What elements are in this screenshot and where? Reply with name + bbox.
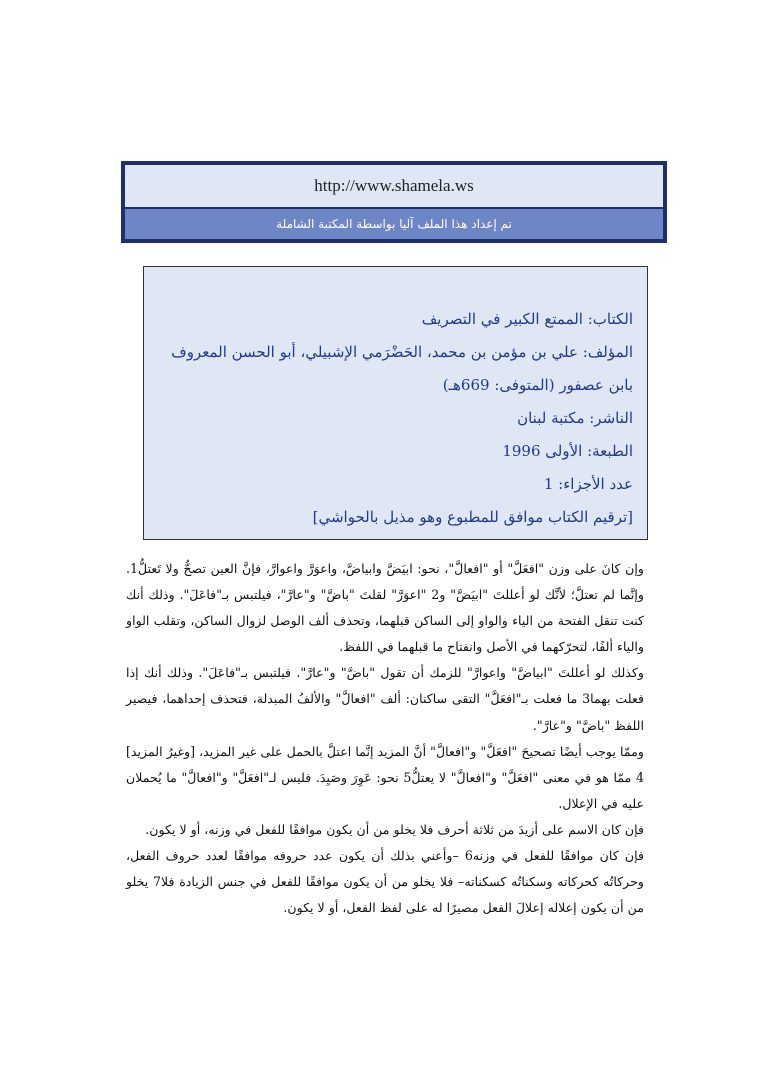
book-author-line: المؤلف: علي بن مؤمن بن محمد، الحَضْرَمي الإشبيلي، أبو الحسن المعروف بابن عصفور (المتوفى: 669هـ) — [171, 343, 633, 394]
book-note-line: [ترقيم الكتاب موافق للمطبوع وهو مذيل بالحواشي] — [312, 508, 633, 526]
body-paragraph: فإن كان موافقًا للفعل في وزنه6 –وأعني بذلك أن يكون عدد حروفه موافقًا لعدد حروف الفعل، وحركاتُه كحركاته وسكناتُه كسكناته– فلا يخلو من أن يكون موافقًا للفعل في جنس الزيادة فلا7 يخلو من أن يكون إعلاله إعلالَ الفعل مصيرًا له على لفظ الفعل، أو لا يكون. — [126, 848, 645, 916]
book-volumes-line: عدد الأجزاء: 1 — [543, 475, 633, 493]
shamela-banner — [121, 161, 667, 243]
book-info-box — [143, 266, 648, 540]
body-paragraph: فإن كان الاسم على أزيدَ من ثلاثة أحرف فلا يخلو من أن يكون موافقًا للفعل في وزنه، أو لا يكون. — [145, 821, 644, 837]
body-paragraph: وممّا يوجب أيضًا تصحيحَ "افعَلَّ" و"افعالَّ" أنَّ المزيد إنَّما اعتلَّ بالحمل على غير المزيد، [وغيرُ المزيد] 4 ممّا هو في معنى "افعَلَّ" و"افعالَّ" لا يعتلُّ5 نحو: عَوِرَ وصَيِدَ. فليس لـ"افعَلَّ" و"افعالَّ" ما يُحملان عليه في الإعلال. — [126, 743, 644, 811]
body-paragraph: وكذلك لو أعللتَ "ابياضَّ" واعوارَّ" للزمك أن تقول "باضَّ" و"عارَّ". فيلتبس بـ"فاعَلَ". وذلك أنك إذا فعلت بهما3 ما فعلت بـ"افعَلَّ" التقى ساكنان: ألف "افعالَّ" والألفُ المبدلة، فتحذف إحداهما، فيصير اللفظ "باضَّ" و"عارَّ". — [126, 665, 644, 733]
banner-caption: تم إعداد هذا الملف آليا بواسطة المكتبة الشاملة — [125, 209, 663, 239]
banner-url[interactable]: http://www.shamela.ws — [125, 165, 663, 207]
body-paragraph: وإن كانَ على وزن "افعَلَّ" أو "افعالَّ"، نحو: ابيَضَّ وابياضَّ، واعوَرَّ واعوارَّ، فإنَّ العين تصحُّ ولا تَعتلُّ1. وإنَّما لم تعتلَّ؛ لأنَّك لو أعللتَ "ابيَضَّ" و2 "اعوَرَّ" لقلتَ "باضَّ" و"عارَّ"، فيلتبس بـ"فاعَلَ". وذلك أنك كنت تنقل الفتحة من الياء والواو إلى الساكن قبلهما، وتحذف ألف الوصل لزوال الساكن، وتقلب الواو والياء ألفًا، لتحرّكهما في الأصل وانفتاح ما قبلهما في اللفظ. — [126, 561, 644, 655]
book-publisher-line: الناشر: مكتبة لبنان — [517, 409, 633, 427]
book-title-line: الكتاب: الممتع الكبير في التصريف — [421, 310, 633, 328]
body-text — [126, 556, 644, 921]
book-edition-line: الطبعة: الأولى 1996 — [502, 442, 633, 460]
